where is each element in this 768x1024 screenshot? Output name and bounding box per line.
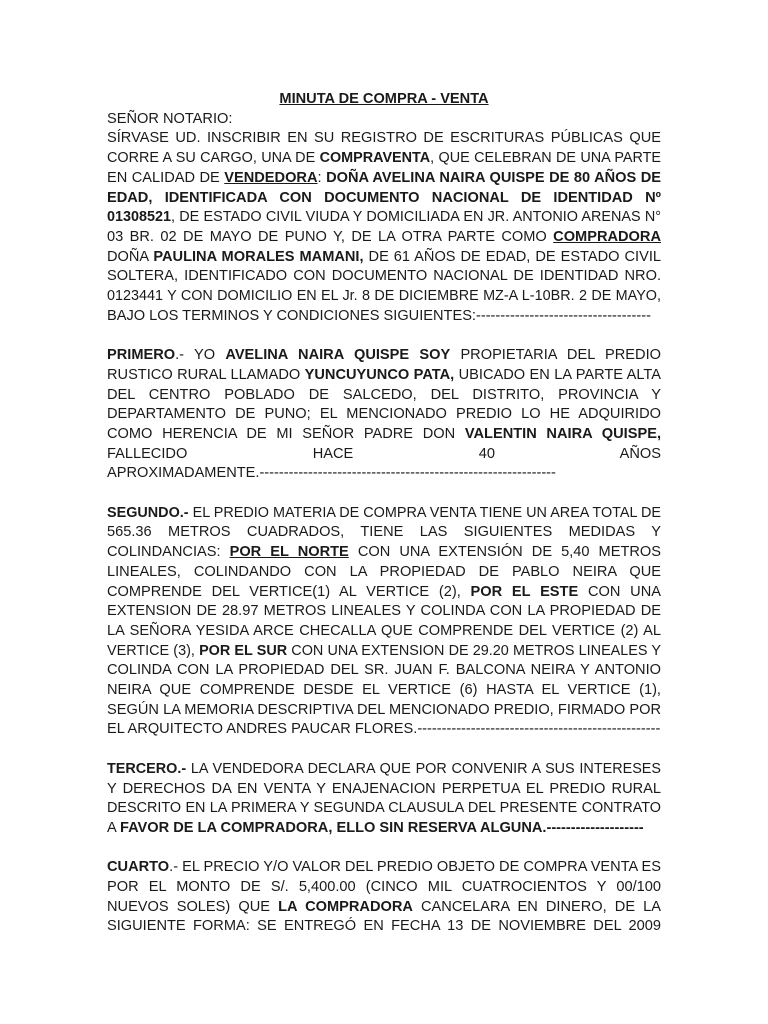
text-line: Y DERECHOS DA EN VENTA Y ENAJENACION PERPETUA EL PREDIO RURAL (107, 780, 661, 797)
document-title: MINUTA DE COMPRA - VENTA (279, 91, 489, 107)
clause-primero (107, 346, 661, 484)
text-line: VERTICE (3), POR EL SUR CON UNA EXTENSION DE 29.20 METROS LINEALES Y (107, 642, 661, 659)
clause-segundo (107, 504, 661, 740)
intro-section (107, 110, 661, 327)
text-line: A FAVOR DE LA COMPRADORA, ELLO SIN RESERVA ALGUNA.-------------------- (107, 819, 644, 836)
text-line: COMPRENDE DEL VERTICE(1) AL VERTICE (2), POR EL ESTE CON UNA (107, 583, 661, 600)
text-line: RUSTICO RURAL LLAMADO YUNCUYUNCO PATA, UBICADO EN LA PARTE ALTA (107, 366, 661, 383)
text-line: EDAD, IDENTIFICADA CON DOCUMENTO NACIONAL DE IDENTIDAD Nº (107, 189, 661, 206)
text-line: DEL CENTRO POBLADO DE SALCEDO, DEL DISTRITO, PROVINCIA Y (107, 386, 661, 403)
text-line: DOÑA PAULINA MORALES MAMANI, DE 61 AÑOS DE EDAD, DE ESTADO CIVIL (107, 248, 661, 265)
text-line: SÍRVASE UD. INSCRIBIR EN SU REGISTRO DE ESCRITURAS PÚBLICAS QUE (107, 130, 661, 147)
text-line: EN CALIDAD DE VENDEDORA: DOÑA AVELINA NAIRA QUISPE DE 80 AÑOS DE (107, 169, 661, 186)
text-line: DEPARTAMENTO DE PUNO; EL MENCIONADO PREDIO LO HE ADQUIRIDO (107, 406, 661, 423)
text-line: EL ARQUITECTO ANDRES PAUCAR FLORES.-------------------------------------------------- (107, 721, 661, 738)
text-line: SEGÚN LA MEMORIA DESCRIPTIVA DEL MENCIONADO PREDIO, FIRMADO POR (107, 701, 661, 718)
text-line: EXTENSION DE 28.97 METROS LINEALES Y COLINDA CON LA PROPIEDAD DE (107, 603, 661, 620)
text-line: COMO HERENCIA DE MI SEÑOR PADRE DON VALENTIN NAIRA QUISPE, (107, 425, 661, 442)
clause-cuarto (107, 858, 661, 937)
text-line: POR EL MONTO DE S/. 5,400.00 (CINCO MIL CUATROCIENTOS Y 00/100 (107, 879, 661, 896)
text-line: BAJO LOS TERMINOS Y CONDICIONES SIGUIENTES:------------------------------------ (107, 307, 651, 324)
text-line: CORRE A SU CARGO, UNA DE COMPRAVENTA, QUE CELEBRAN DE UNA PARTE (107, 150, 662, 167)
text-line: NUEVOS SOLES) QUE LA COMPRADORA CANCELARA EN DINERO, DE LA (107, 898, 662, 915)
text-line: NEIRA QUE COMPRENDE DESDE EL VERTICE (6) HASTA EL VERTICE (1), (107, 682, 661, 699)
text-line: TERCERO.- LA VENDEDORA DECLARA QUE POR CONVENIR A SUS INTERESES (107, 760, 661, 777)
text-line: APROXIMADAMENTE.------------------------------------------------------------- (107, 465, 556, 482)
text-line: 03 BR. 02 DE MAYO DE PUNO Y, DE LA OTRA PARTE COMO COMPRADORA (107, 228, 661, 245)
text-line: FALLECIDO HACE 40 AÑOS (107, 445, 661, 462)
document-body (107, 90, 661, 937)
clause-tercero (107, 760, 661, 839)
text-line: LA SEÑORA YESIDA ARCE CHECALLA QUE COMPRENDE DEL VERTICE (2) AL (107, 622, 661, 639)
text-line: PRIMERO.- YO AVELINA NAIRA QUISPE SOY PROPIETARIA DEL PREDIO (107, 347, 661, 364)
text-line: SOLTERA, IDENTIFICADO CON DOCUMENTO NACIONAL DE IDENTIDAD NRO. (107, 268, 661, 285)
text-line: 0123441 Y CON DOMICILIO EN EL Jr. 8 DE DICIEMBRE MZ-A L-10BR. 2 DE MAYO, (107, 288, 661, 305)
text-line: 01308521, DE ESTADO CIVIL VIUDA Y DOMICILIADA EN JR. ANTONIO ARENAS N° (107, 209, 661, 226)
text-line: 565.36 METROS CUADRADOS, TIENE LAS SIGUIENTES MEDIDAS Y (107, 524, 661, 541)
text-line: SIGUIENTE FORMA: SE ENTREGÓ EN FECHA 13 DE NOVIEMBRE DEL 2009 (107, 918, 661, 935)
text-line: COLINDANCIAS: POR EL NORTE CON UNA EXTENSIÓN DE 5,40 METROS (107, 544, 661, 561)
text-line: CUARTO.- EL PRECIO Y/O VALOR DEL PREDIO OBJETO DE COMPRA VENTA ES (107, 859, 661, 876)
text-line: LINEALES, COLINDANDO CON LA PROPIEDAD DE PABLO NEIRA QUE (107, 563, 661, 580)
text-line: DESCRITO EN LA PRIMERA Y SEGUNDA CLAUSULA DEL PRESENTE CONTRATO (107, 800, 661, 817)
text-line: SEGUNDO.- EL PREDIO MATERIA DE COMPRA VENTA TIENE UN AREA TOTAL DE (107, 504, 661, 521)
text-line: SEÑOR NOTARIO: (107, 110, 233, 127)
text-line: COLINDA CON LA PROPIEDAD DEL SR. JUAN F. BALCONA NEIRA Y ANTONIO (107, 662, 661, 679)
